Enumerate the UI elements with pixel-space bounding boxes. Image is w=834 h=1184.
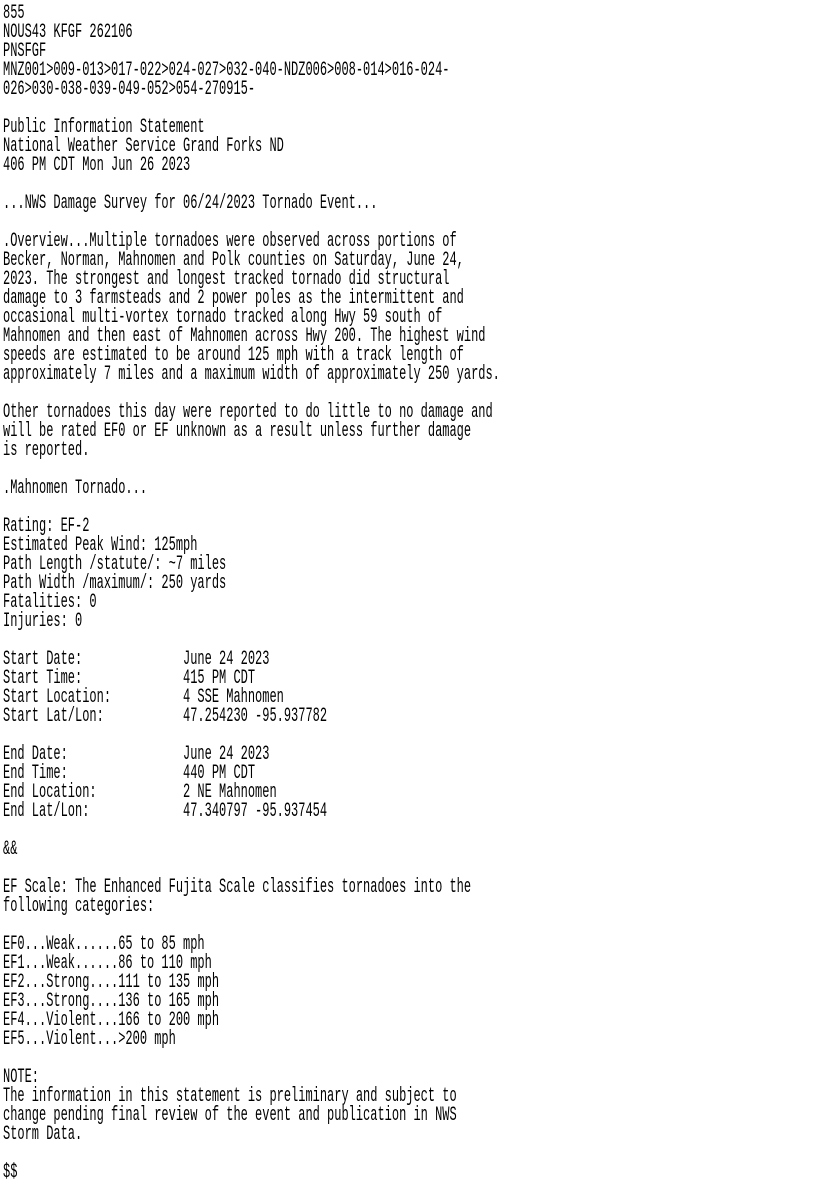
- text-line: 2023. The strongest and longest tracked tornado did structural: [3, 268, 450, 291]
- text-line: PNSFGF: [3, 40, 47, 63]
- text-line: Storm Data.: [3, 1123, 83, 1146]
- text-line: End Date: June 24 2023: [3, 743, 270, 766]
- text-line: ...NWS Damage Survey for 06/24/2023 Tornado Event...: [3, 192, 378, 215]
- text-line: change pending final review of the event and publication in NWS: [3, 1104, 457, 1127]
- text-line: EF1...Weak......86 to 110 mph: [3, 952, 212, 975]
- text-line: damage to 3 farmsteads and 2 power poles as the intermittent and: [3, 287, 464, 310]
- text-line: EF3...Strong....136 to 165 mph: [3, 990, 220, 1013]
- text-line: End Lat/Lon: 47.340797 -95.937454: [3, 800, 328, 823]
- text-line: Start Date: June 24 2023: [3, 648, 270, 671]
- text-line: Start Time: 415 PM CDT: [3, 667, 256, 690]
- text-line: 855: [3, 2, 25, 25]
- text-line: Rating: EF-2: [3, 515, 90, 538]
- text-line: .Mahnomen Tornado...: [3, 477, 148, 500]
- text-line: End Time: 440 PM CDT: [3, 762, 256, 785]
- text-line: Other tornadoes this day were reported to do little to no damage and: [3, 401, 493, 424]
- blank-line: [3, 821, 500, 840]
- text-line: EF Scale: The Enhanced Fujita Scale classifies tornadoes into the: [3, 876, 472, 899]
- text-line: approximately 7 miles and a maximum width of approximately 250 yards.: [3, 363, 500, 386]
- text-line: End Location: 2 NE Mahnomen: [3, 781, 277, 804]
- text-line: .Overview...Multiple tornadoes were observed across portions of: [3, 230, 457, 253]
- text-line: Path Length /statute/: ~7 miles: [3, 553, 227, 576]
- text-line: Estimated Peak Wind: 125mph: [3, 534, 198, 557]
- text-line: following categories:: [3, 895, 155, 918]
- text-line: The information in this statement is preliminary and subject to: [3, 1085, 457, 1108]
- text-line: Start Location: 4 SSE Mahnomen: [3, 686, 284, 709]
- text-line: $$: [3, 1161, 18, 1184]
- text-line: National Weather Service Grand Forks ND: [3, 135, 284, 158]
- blank-line: [3, 1144, 500, 1163]
- blank-line: [3, 1049, 500, 1068]
- text-line: Mahnomen and then east of Mahnomen across Hwy 200. The highest wind: [3, 325, 486, 348]
- text-line: Start Lat/Lon: 47.254230 -95.937782: [3, 705, 328, 728]
- text-line: Injuries: 0: [3, 610, 83, 633]
- text-line: &&: [3, 838, 18, 861]
- text-line: EF5...Violent...>200 mph: [3, 1028, 176, 1051]
- text-line: NOUS43 KFGF 262106: [3, 21, 133, 44]
- text-line: MNZ001>009-013>017-022>024-027>032-040-NDZ006>008-014>016-024-: [3, 59, 450, 82]
- text-line: 406 PM CDT Mon Jun 26 2023: [3, 154, 191, 177]
- text-line: occasional multi-vortex tornado tracked along Hwy 59 south of: [3, 306, 443, 329]
- text-line: EF4...Violent...166 to 200 mph: [3, 1009, 220, 1032]
- text-line: is reported.: [3, 439, 90, 462]
- text-line: Fatalities: 0: [3, 591, 97, 614]
- text-line: speeds are estimated to be around 125 mph with a track length of: [3, 344, 464, 367]
- text-line: 026>030-038-039-049-052>054-270915-: [3, 78, 256, 101]
- text-line: NOTE:: [3, 1066, 40, 1089]
- text-line: Becker, Norman, Mahnomen and Polk counties on Saturday, June 24,: [3, 249, 464, 272]
- text-line: Path Width /maximum/: 250 yards: [3, 572, 227, 595]
- text-line: EF2...Strong....111 to 135 mph: [3, 971, 220, 994]
- text-line: Public Information Statement: [3, 116, 205, 139]
- text-line: will be rated EF0 or EF unknown as a result unless further damage: [3, 420, 472, 443]
- text-line: EF0...Weak......65 to 85 mph: [3, 933, 205, 956]
